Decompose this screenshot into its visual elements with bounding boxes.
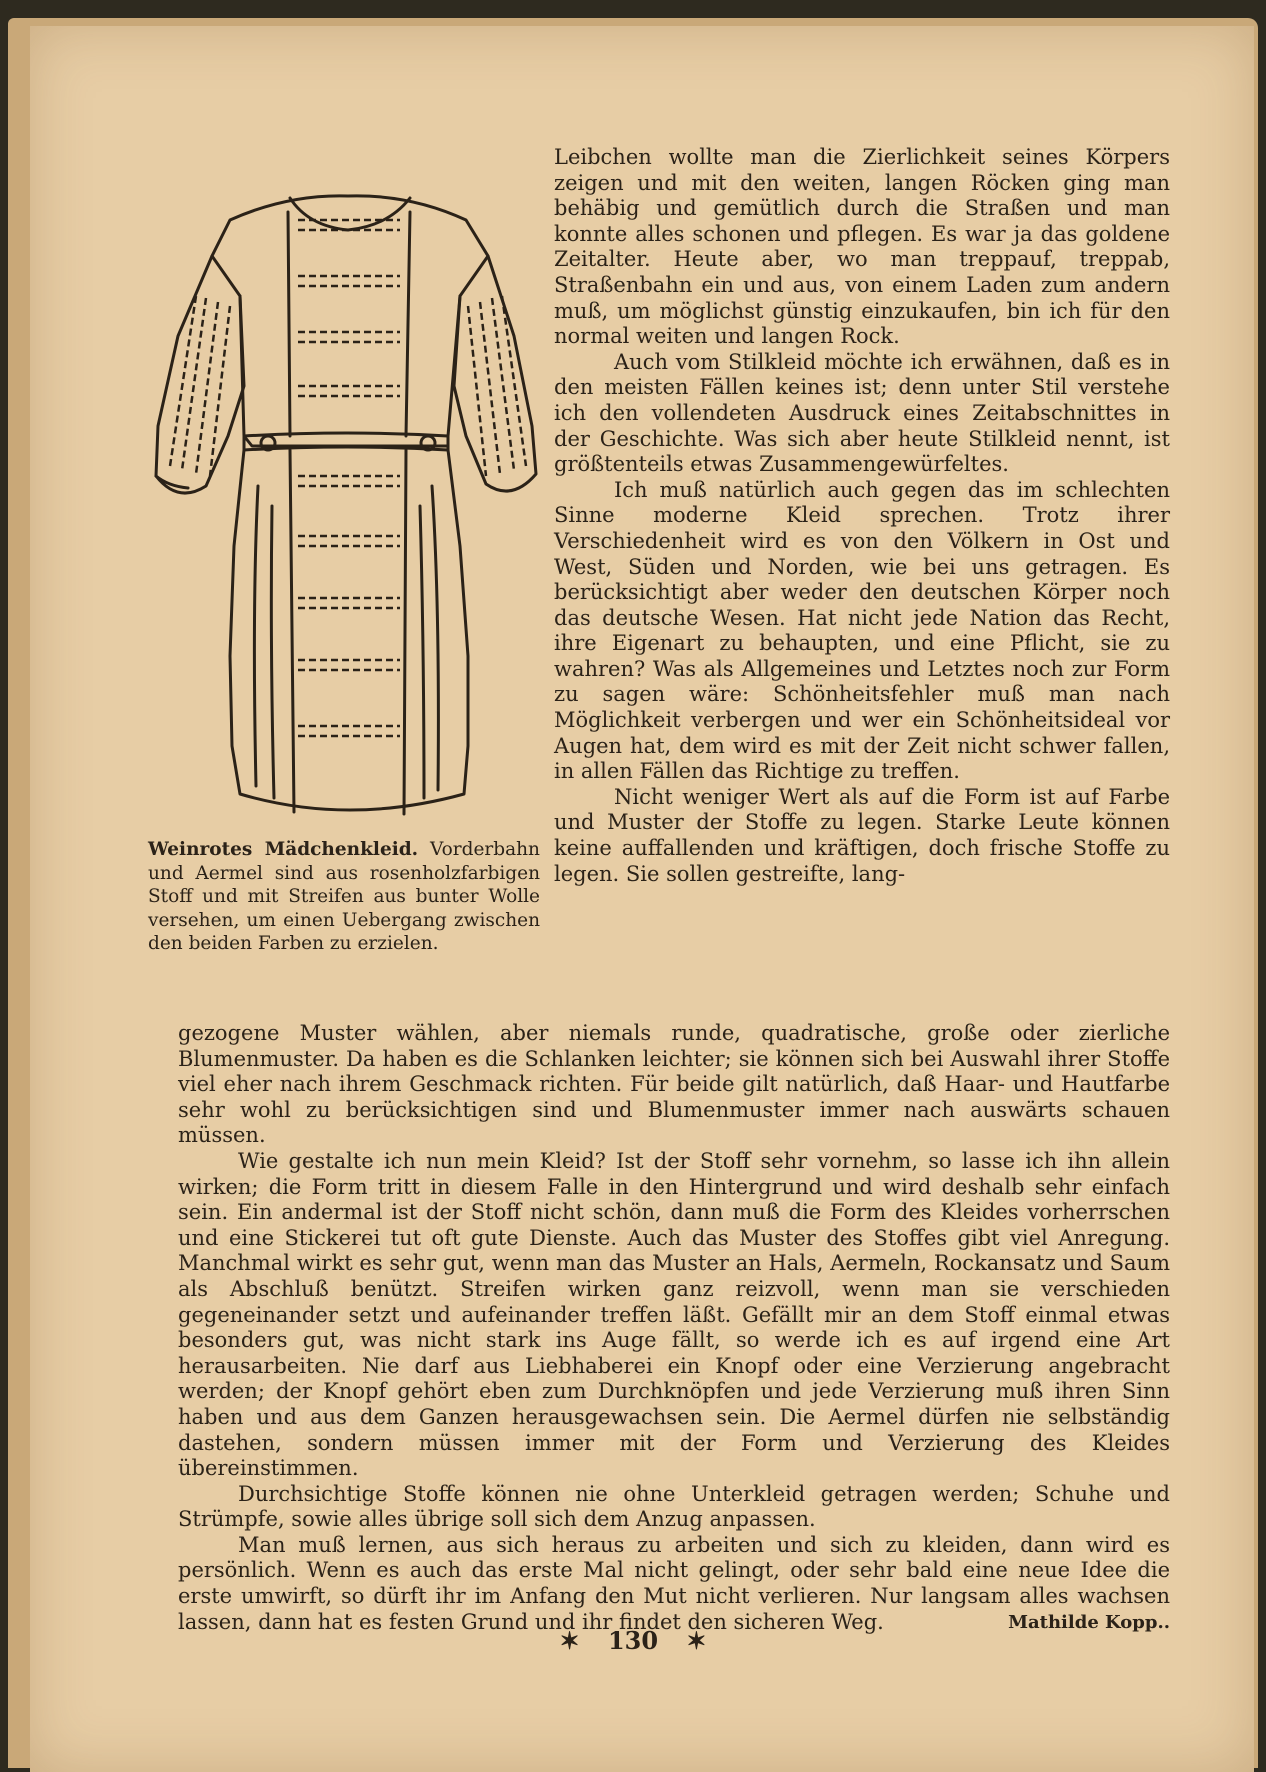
paragraph: Wie gestalte ich nun mein Kleid? Ist der Stoff sehr vornehm, so lasse ich ihn allein wirken; die Form tritt in diesem Falle in den Hintergrund und wird deshalb sehr einfach sein. Ein andermal ist der Stoff nicht schön, dann muß die Form des Kleides vorherrschen und eine Stickerei tut oft gute Dienste. Auch das Muster des Stoffes gibt viel Anregung. Manchmal wirkt es sehr gut, wenn man das Muster an Hals, Aermeln, Rockansatz und Saum als Abschluß benützt. Streifen wirken ganz reizvoll, wenn man sie verschieden gegeneinander setzt und aufeinander treffen läßt. Gefällt mir an dem Stoff einmal etwas besonders gut, was nicht stark ins Auge fällt, so werde ich es auf irgend eine Art herausarbeiten. Nie darf aus Liebhaberei ein Knopf oder eine Verzierung angebracht werden; der Knopf gehört eben zum Durchknöpfen und jede Verzierung muß ihren Sinn haben und aus dem Ganzen herausgewachsen sein. Die Aermel dürfen nie selbständig dastehen, sondern müssen immer mit der Form und Verzierung des Kleides übereinstimmen.: [178, 1148, 1170, 1481]
final-paragraph: [178, 1533, 1170, 1635]
star-ornament-icon: ✶: [559, 1626, 580, 1655]
author-signature: Mathilde Kopp..: [1008, 1611, 1170, 1633]
paragraph-text: Man muß lernen, aus sich heraus zu arbeiten und sich zu kleiden, dann wird es persönlich. Wenn es auch das erste Mal nicht gelingt, oder sehr bald eine neue Idee die erste umwirft, so dürft ihr im Anfang den Mut nicht verlieren. Nur langsam alles wachsen lassen, dann hat es festen Grund und ihr findet den sicheren Weg.: [178, 1532, 1170, 1634]
paragraph: Auch vom Stilkleid möchte ich erwähnen, daß es in den meisten Fällen keines ist; denn unter Stil verstehe ich den vollendeten Ausdruck eines Zeitabschnittes in der Geschichte. Was sich aber heute Stilkleid nennt, ist größtenteils etwas Zusammengewürfeltes.: [554, 349, 1170, 477]
star-ornament-icon: ✶: [686, 1626, 707, 1655]
caption-title: Weinrotes Mädchenkleid.: [148, 839, 419, 860]
paragraph: Nicht weniger Wert als auf die Form ist auf Farbe und Muster der Stoffe zu legen. Starke Leute können keine auffallenden und kräftigen, doch frische Stoffe zu legen. Sie sollen gestreifte, lang-: [554, 784, 1170, 886]
paragraph: Durchsichtige Stoffe können nie ohne Unterkleid getragen werden; Schuhe und Strümpfe, sowie alles übrige soll sich dem Anzug anpassen.: [178, 1481, 1170, 1532]
full-width-text: [178, 1021, 1170, 1635]
dress-illustration: [148, 186, 552, 826]
paragraph: gezogene Muster wählen, aber niemals runde, quadratische, große oder zierliche Blumenmuster. Da haben es die Schlanken leichter; sie können sich bei Auswahl ihrer Stoffe viel eher nach ihrem Geschmack richten. Für beide gilt natürlich, daß Haar- und Hautfarbe sehr wohl zu berücksichtigen sind und Blumenmuster immer nach auswärts schauen müssen.: [178, 1021, 1170, 1148]
paragraph: Leibchen wollte man die Zierlichkeit seines Körpers zeigen und mit den weiten, langen Röcken ging man behäbig und gemütlich durch die Straßen und man konnte alles schonen und pflegen. Es war ja das goldene Zeitalter. Heute aber, wo man treppauf, treppab, Straßenbahn ein und aus, von einem Laden zum andern muß, um möglichst günstig einzukaufen, bin ich für den normal weiten und langen Rock.: [554, 145, 1170, 349]
illustration-caption: [148, 838, 540, 956]
right-column-text: [554, 145, 1170, 887]
dress-drawing: [148, 186, 552, 826]
page-footer: [0, 1626, 1266, 1655]
page-number: 130: [607, 1626, 659, 1655]
paragraph: Ich muß natürlich auch gegen das im schlechten Sinne moderne Kleid sprechen. Trotz ihrer Verschiedenheit wird es von den Völkern in Ost und West, Süden und Norden, wie bei uns getragen. Es berücksichtigt aber weder den deutschen Körper noch das deutsche Wesen. Hat nicht jede Nation das Recht, ihre Eigenart zu behaupten, und eine Pflicht, sie zu wahren? Was als Allgemeines und Letztes noch zur Form zu sagen wäre: Schönheitsfehler muß man nach Möglichkeit verbergen und wer ein Schönheitsideal vor Augen hat, dem wird es mit der Zeit nicht schwer fallen, in allen Fällen das Richtige zu treffen.: [554, 477, 1170, 784]
caption-text: Vorderbahn und Aermel sind aus rosenholzfarbigen Stoff und mit Streifen aus bunter Wolle versehen, um einen Uebergang zwischen den beiden Farben zu erzielen.: [148, 839, 540, 955]
